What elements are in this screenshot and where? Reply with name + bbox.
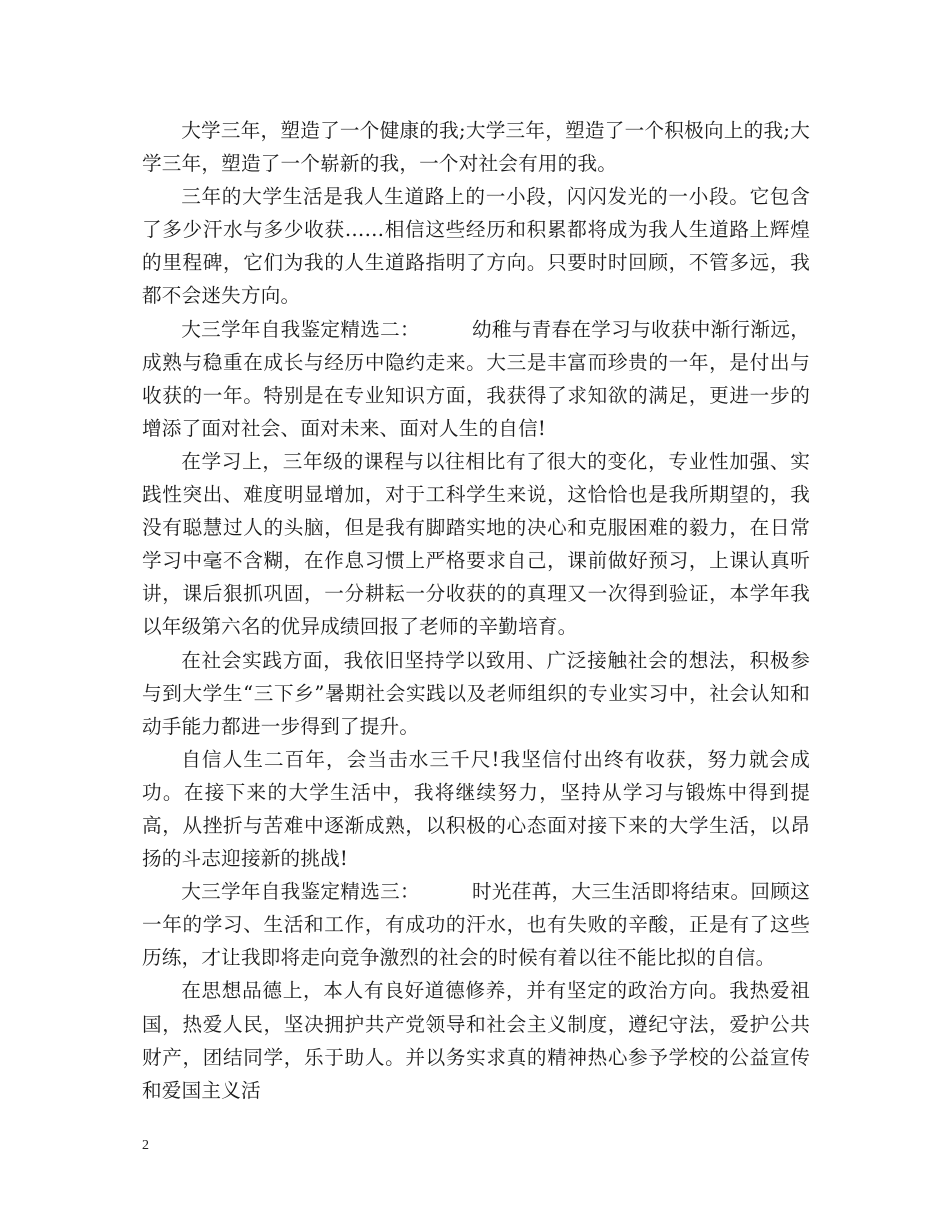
paragraph-text: 幼稚与青春在学习与收获中渐行渐远，成熟与稳重在成长与经历中隐约走来。大三是丰富而珍贵的一年，是付出与收获的一年。特别是在专业知识方面，我获得了求知欲的满足，更进一步的增添了面对社会、面对未来、面对人生的自信! <box>142 317 810 440</box>
section-heading: 大三学年自我鉴定精选二： <box>181 317 420 341</box>
paragraph-5 <box>142 644 810 743</box>
page-number: 2 <box>142 1138 149 1153</box>
paragraph-8 <box>142 974 810 1106</box>
paragraph-text: 在思想品德上，本人有良好道德修养，并有坚定的政治方向。我热爱祖国，热爱人民，坚决拥护共产党领导和社会主义制度，遵纪守法，爱护公共财产，团结同学，乐于助人。并以务实求真的精神热心参予学校的公益宣传和爱国主义活 <box>142 979 810 1102</box>
document-body <box>142 114 810 1107</box>
paragraph-text: 时光荏苒，大三生活即将结束。回顾这一年的学习、生活和工作，有成功的汗水，也有失败的辛酸，正是有了这些历练，才让我即将走向竞争激烈的社会的时候有着以往不能比拟的自信。 <box>142 880 810 970</box>
paragraph-4 <box>142 445 810 644</box>
paragraph-text: 自信人生二百年，会当击水三千尺!我坚信付出终有收获，努力就会成功。在接下来的大学生活中，我将继续努力，坚持从学习与锻炼中得到提高，从挫折与苦难中逐渐成熟，以积极的心态面对接下来的大学生活，以昂扬的斗志迎接新的挑战! <box>142 747 810 871</box>
paragraph-text: 在社会实践方面，我依旧坚持学以致用、广泛接触社会的想法，积极参与到大学生“三下乡”暑期社会实践以及老师组织的专业实习中，社会认知和动手能力都进一步得到了提升。 <box>142 648 810 738</box>
paragraph-1 <box>142 114 810 180</box>
paragraph-text: 在学习上，三年级的课程与以往相比有了很大的变化，专业性加强、实践性突出、难度明显增加，对于工科学生来说，这恰恰也是我所期望的，我没有聪慧过人的头脑，但是我有脚踏实地的决心和克服困难的毅力，在日常学习中毫不含糊，在作息习惯上严格要求自己，课前做好预习，上课认真听讲，课后狠抓巩固，一分耕耘一分收获的的真理又一次得到验证，本学年我以年级第六名的优异成绩回报了老师的辛勤培育。 <box>142 449 810 639</box>
paragraph-text: 三年的大学生活是我人生道路上的一小段，闪闪发光的一小段。它包含了多少汗水与多少收获……相信这些经历和积累都将成为我人生道路上辉煌的里程碑，它们为我的人生道路指明了方向。只要时时回顾，不管多远，我都不会迷失方向。 <box>142 185 810 308</box>
paragraph-2 <box>142 180 810 312</box>
section-heading: 大三学年自我鉴定精选三： <box>181 880 420 904</box>
paragraph-3 <box>142 313 810 445</box>
paragraph-6 <box>142 743 810 875</box>
paragraph-7 <box>142 875 810 974</box>
paragraph-text: 大学三年，塑造了一个健康的我;大学三年，塑造了一个积极向上的我;大学三年，塑造了一个崭新的我，一个对社会有用的我。 <box>142 119 810 176</box>
